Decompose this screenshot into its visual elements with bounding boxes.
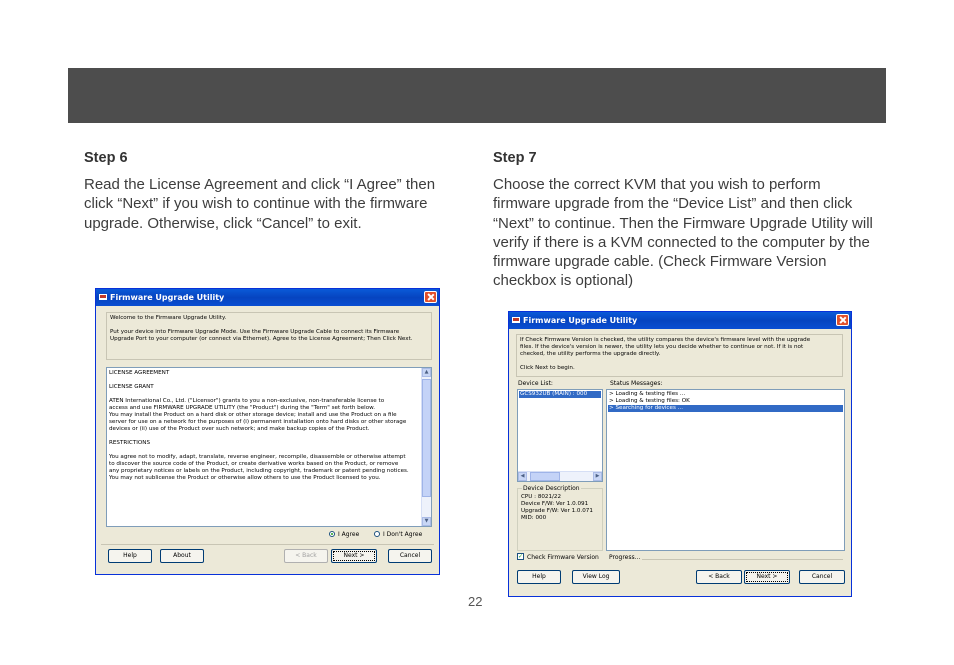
scroll-thumb[interactable] (422, 379, 431, 497)
check-firmware-checkbox[interactable]: ✓ (518, 553, 524, 560)
back-button[interactable]: < Back (284, 549, 328, 563)
license-text: LICENSE AGREEMENT LICENSE GRANT ATEN International Co., Ltd. ("Licensor") grants to you a non-exclusive, non-transferable license to access and use FIRMWARE UPGRADE UTILITY (the "Product") during the "Term" set forth below. You may install the Product on a hard disk or other storage device; install and use the Product on a file server for use on a network for the purposes of (i) permanent installation onto hard disks or other storage devices or (ii) use of the Product over such network; and make backup copies of the Product. RESTRICTIONS You agree not to modify, adapt, translate, reverse engineer, recompile, disassemble or otherwise attempt to discover the source code of the Product, or create derivative works based on the Product, or remove any proprietary notices or labels on the Product, including copyright, trademark or patent pending notices. You may not sublicense the Product or otherwise allow others to use the Product licensed to you. (109, 370, 409, 481)
step-7-title: Step 7 (493, 150, 537, 166)
help-button[interactable]: Help (108, 549, 152, 563)
status-label: Status Messages: (610, 380, 663, 387)
check-firmware-label: Check Firmware Version (527, 554, 599, 561)
device-description-label: Device Description (523, 485, 580, 492)
dialog-title: Firmware Upgrade Utility (110, 293, 225, 302)
cancel-button[interactable]: Cancel (799, 570, 845, 584)
license-scrollbar[interactable] (421, 368, 431, 526)
divider (101, 544, 434, 545)
scroll-right-icon[interactable]: ▶ (593, 472, 602, 481)
header-banner (68, 68, 886, 123)
close-icon[interactable] (424, 291, 437, 303)
license-textbox[interactable] (106, 367, 432, 527)
agree-radio[interactable] (329, 531, 335, 537)
progress-bar (642, 559, 843, 560)
cancel-button[interactable]: Cancel (388, 549, 432, 563)
step-7-text: Choose the correct KVM that you wish to perform firmware upgrade from the “Device List” and then click “Next” to continue. Then the Firmware Upgrade Utility will verify if there is a KVM connected to the computer by the firmware upgrade cable. (Check Firmware Version checkbox is optional) (493, 176, 873, 290)
device-dialog (508, 311, 852, 597)
scroll-up-icon[interactable]: ▲ (422, 368, 431, 377)
device-list-label: Device List: (518, 380, 553, 387)
scroll-thumb[interactable] (530, 472, 560, 481)
status-line: > Loading & testing files: OK (609, 398, 690, 404)
status-messages (606, 389, 845, 551)
device-description-text: CPU : 8021/22 Device F/W: Ver 1.0.091 Upgrade F/W: Ver 1.0.071 MID: 000 (521, 494, 593, 521)
scroll-left-icon[interactable]: ◀ (518, 472, 527, 481)
view-log-button[interactable]: View Log (572, 570, 620, 584)
page-number: 22 (468, 594, 483, 609)
step-6-text: Read the License Agreement and click “I Agree” then click “Next” if you wish to continue with the firmware upgrade. Otherwise, click “Cancel” to exit. (84, 176, 436, 232)
intro-text: Welcome to the Firmware Upgrade Utility. Put your device into Firmware Upgrade Mode. Use the Firmware Upgrade Cable to connect its Firmware Upgrade Port to your computer (or connect via Ethernet). Agree to the License Agreement; Then Click Next. (106, 312, 432, 360)
status-line: > Searching for devices ... (608, 405, 843, 412)
disagree-radio[interactable] (374, 531, 380, 537)
scroll-down-icon[interactable]: ▼ (422, 517, 431, 526)
license-dialog (95, 288, 440, 575)
device-description-group (517, 485, 603, 551)
disagree-label: I Don't Agree (383, 531, 423, 538)
progress-label: Progress... (609, 554, 641, 561)
about-button[interactable]: About (160, 549, 204, 563)
device-list-item[interactable]: GCS932UB (MAIN) : 000 (519, 391, 601, 398)
close-icon[interactable] (836, 314, 849, 326)
step-6-title: Step 6 (84, 150, 128, 166)
app-icon (99, 293, 107, 301)
app-icon (512, 316, 520, 324)
dialog-title: Firmware Upgrade Utility (523, 316, 638, 325)
dialog-titlebar (509, 312, 851, 329)
next-button[interactable]: Next > (331, 549, 377, 563)
device-list[interactable] (517, 389, 603, 482)
status-line: > Loading & testing files ... (609, 391, 686, 397)
device-hscrollbar[interactable] (518, 471, 602, 481)
intro-text: If Check Firmware Version is checked, the utility compares the device's firmware level with the upgrade files. If the device's version is newer, the utility lets you decide whether to continue or not. If it is not checked, the utility performs the upgrade directly. Click Next to begin. (516, 334, 843, 377)
agree-label: I Agree (338, 531, 360, 538)
back-button[interactable]: < Back (696, 570, 742, 584)
help-button[interactable]: Help (517, 570, 561, 584)
next-button[interactable]: Next > (744, 570, 790, 584)
dialog-titlebar (96, 289, 439, 306)
